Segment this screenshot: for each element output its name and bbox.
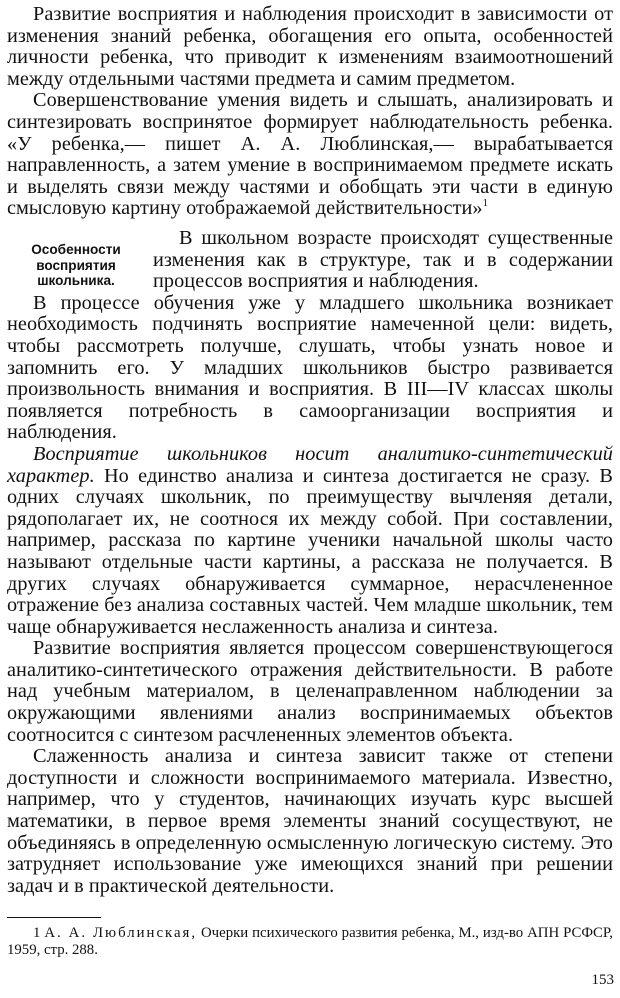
side-heading: Особенности восприятия школьника. <box>31 242 121 288</box>
footnote-author: А. А. Люблинская, <box>44 925 198 941</box>
footnote-divider <box>7 917 101 918</box>
paragraph-3: В школьном возрасте происходят существенные изменения как в структуре, так и в содержании процессов восприятия и наблюдения. <box>153 227 613 293</box>
paragraph-2-text: Совершенствование умения видеть и слышать, анализировать и синтезировать воспринятое формирует наблюдательность ребенка. «У ребенка,— пишет А. А. Люблинская,— вырабатывается направленность, а затем умение в воспринимаемом предмете искать и выделять связи между частями и обобщать эти части в единую смысловую картину отображаемой действительности» <box>7 89 613 220</box>
page-number: 153 <box>591 972 614 988</box>
paragraph-4: В процессе обучения уже у младшего школьника возникает необходимость подчинять восприятие намеченной цели: видеть, чтобы рассмотреть получше, слушать, чтобы узнать новое и запомнить его. У младших школьников быстро развивается произвольность внимания и восприятия. В III—IV классах школы появляется потребность в самоорганизации восприятия и наблюдения. <box>7 291 613 444</box>
paragraph-2 <box>7 90 613 220</box>
italic-lead: Восприятие школьников носит аналитико-синтетический характер. <box>7 442 613 487</box>
footnote <box>7 925 613 959</box>
footnote-text: Очерки психического развития ребенка, М., изд-во АПН РСФСР, 1959, стр. 288. <box>7 925 614 958</box>
paragraph-5-text: Но единство анализа и синтеза достигается не сразу. В одних случаях школьник, по преимуществу вычленяя детали, рядополагает их, не соотнося их между собой. При составлении, например, рассказа по картине ученики начальной школы часто называют отдельные части картины, а рассказа не получается. В других случаях обнаруживается суммарное, нерасчлененное отражение без анализа составных частей. Чем младше школьник, тем чаще обнаруживается неслаженность анализа и синтеза. <box>7 464 613 638</box>
paragraph-6: Развитие восприятия является процессом совершенствующегося аналитико-синтетического отражения действительности. В работе над учебным материалом, в целенаправленном наблюдении за окружающими явлениями анализ воспринимаемых объектов соотносится с синтезом расчлененных элементов объекта. <box>7 637 613 746</box>
paragraph-5 <box>7 444 613 638</box>
paragraph-1: Развитие восприятия и наблюдения происходит в зависимости от изменения знаний ребенка, обогащения его опыта, особенностей личности ребенка, что приводит к изменениям взаимоотношений между отдельными частями предмета и самим предметом. <box>7 3 613 90</box>
text-block-main <box>7 228 613 897</box>
text-block-top <box>7 4 613 220</box>
footnote-mark: 1 <box>482 197 489 210</box>
paragraph-7: Слаженность анализа и синтеза зависит также от степени доступности и сложности воспринимаемого материала. Известно, например, что у студентов, начинающих изучать курс высшей математики, в первое время элементы знаний сосуществуют, не объединяясь в определенную осмысленную логическую систему. Это затрудняет использование уже имеющихся знаний при решении задач и в практической деятельности. <box>7 745 613 897</box>
footnote-number: 1 <box>33 925 41 941</box>
